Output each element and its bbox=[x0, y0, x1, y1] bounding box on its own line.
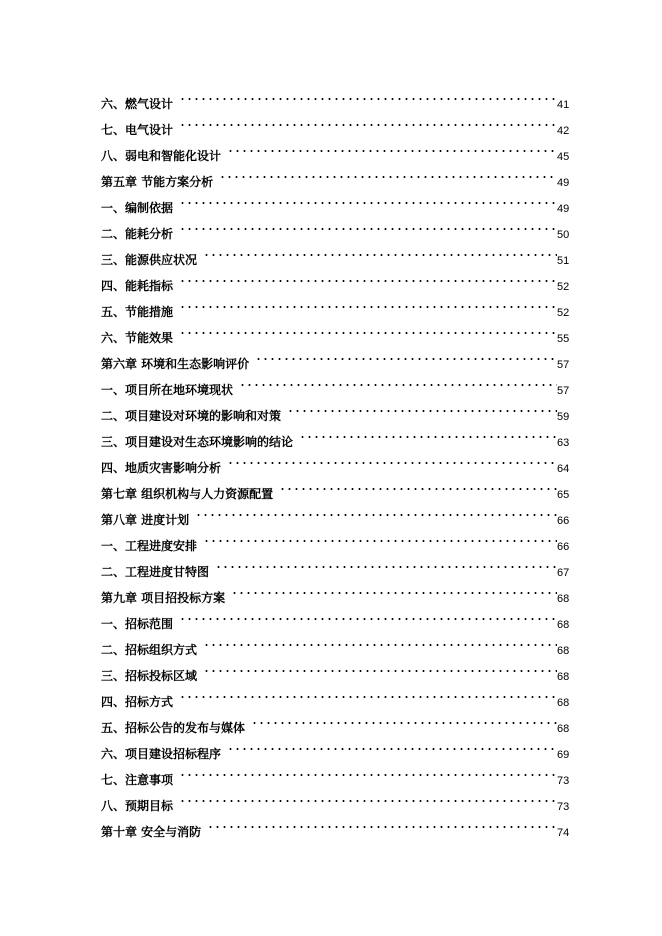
toc-entry-title: 第六章 环境和生态影响评价 bbox=[101, 357, 250, 371]
toc-entry-page: 73 bbox=[557, 801, 570, 813]
toc-entry-title: 第八章 进度计划 bbox=[101, 513, 190, 527]
toc-entry-page: 69 bbox=[557, 749, 570, 761]
toc-dot-leader bbox=[215, 550, 557, 576]
toc-dot-leader bbox=[195, 498, 557, 524]
toc-entry-title: 六、项目建设招标程序 bbox=[101, 747, 222, 761]
toc-entry-title: 八、弱电和智能化设计 bbox=[101, 149, 222, 163]
toc-entry-page: 52 bbox=[557, 281, 570, 293]
toc-entry-title: 五、招标公告的发布与媒体 bbox=[101, 721, 246, 735]
toc-entry-title: 一、招标范围 bbox=[101, 617, 174, 631]
toc-dot-leader bbox=[179, 290, 557, 316]
toc-dot-leader bbox=[299, 420, 557, 446]
toc-entry[interactable] bbox=[101, 82, 579, 111]
toc-dot-leader bbox=[287, 394, 557, 420]
toc-entry-title: 四、地质灾害影响分析 bbox=[101, 461, 222, 475]
toc-dot-leader bbox=[179, 212, 557, 238]
toc-dot-leader bbox=[179, 108, 557, 134]
toc-dot-leader bbox=[179, 186, 557, 212]
toc-entry-page: 55 bbox=[557, 333, 570, 345]
toc-entry-page: 63 bbox=[557, 437, 570, 449]
toc-dot-leader bbox=[179, 264, 557, 290]
toc-dot-leader bbox=[203, 654, 557, 680]
toc-dot-leader bbox=[179, 82, 557, 108]
toc-entry-page: 50 bbox=[557, 229, 570, 241]
toc-dot-leader bbox=[231, 576, 557, 602]
toc-entry-page: 45 bbox=[557, 151, 570, 163]
toc-entry-title: 第九章 项目招投标方案 bbox=[101, 591, 226, 605]
toc-entry-page: 57 bbox=[557, 385, 570, 397]
toc-entry-page: 68 bbox=[557, 619, 570, 631]
toc-dot-leader bbox=[203, 628, 557, 654]
toc-dot-leader bbox=[227, 732, 557, 758]
toc-entry-title: 二、工程进度甘特图 bbox=[101, 565, 210, 579]
toc-entry-title: 一、项目所在地环境现状 bbox=[101, 383, 234, 397]
toc-entry-title: 二、项目建设对环境的影响和对策 bbox=[101, 409, 282, 423]
toc-dot-leader bbox=[251, 706, 557, 732]
toc-entry-title: 二、招标组织方式 bbox=[101, 643, 198, 657]
toc-entry-page: 68 bbox=[557, 593, 570, 605]
toc-dot-leader bbox=[255, 342, 557, 368]
toc-entry-title: 一、工程进度安排 bbox=[101, 539, 198, 553]
toc-dot-leader bbox=[219, 160, 557, 186]
table-of-contents bbox=[101, 82, 579, 839]
toc-entry-title: 三、能源供应状况 bbox=[101, 253, 198, 267]
toc-entry-page: 74 bbox=[557, 827, 570, 839]
toc-entry-page: 57 bbox=[557, 359, 570, 371]
toc-entry-page: 42 bbox=[557, 125, 570, 137]
toc-entry-page: 68 bbox=[557, 645, 570, 657]
toc-entry-title: 七、注意事项 bbox=[101, 773, 174, 787]
toc-dot-leader bbox=[179, 316, 557, 342]
toc-dot-leader bbox=[279, 472, 557, 498]
toc-entry-page: 59 bbox=[557, 411, 570, 423]
toc-entry-title: 八、预期目标 bbox=[101, 799, 174, 813]
toc-entry-page: 64 bbox=[557, 463, 570, 475]
toc-entry-title: 六、燃气设计 bbox=[101, 97, 174, 111]
toc-entry-title: 第七章 组织机构与人力资源配置 bbox=[101, 487, 274, 501]
toc-dot-leader bbox=[227, 134, 557, 160]
toc-entry-title: 一、编制依据 bbox=[101, 201, 174, 215]
toc-dot-leader bbox=[207, 810, 557, 836]
toc-dot-leader bbox=[203, 524, 557, 550]
toc-entry-title: 三、项目建设对生态环境影响的结论 bbox=[101, 435, 294, 449]
toc-entry-page: 68 bbox=[557, 697, 570, 709]
toc-entry-page: 67 bbox=[557, 567, 570, 579]
toc-dot-leader bbox=[227, 446, 557, 472]
toc-dot-leader bbox=[179, 758, 557, 784]
toc-entry-page: 41 bbox=[557, 99, 570, 111]
toc-entry-title: 第十章 安全与消防 bbox=[101, 825, 202, 839]
toc-entry-title: 三、招标投标区域 bbox=[101, 669, 198, 683]
toc-entry-title: 五、节能措施 bbox=[101, 305, 174, 319]
toc-entry-page: 68 bbox=[557, 723, 570, 735]
toc-entry-page: 73 bbox=[557, 775, 570, 787]
toc-entry-page: 68 bbox=[557, 671, 570, 683]
toc-entry-title: 四、能耗指标 bbox=[101, 279, 174, 293]
toc-entry-page: 49 bbox=[557, 177, 570, 189]
toc-dot-leader bbox=[179, 784, 557, 810]
toc-dot-leader bbox=[203, 238, 557, 264]
toc-dot-leader bbox=[179, 602, 557, 628]
toc-entry-page: 51 bbox=[557, 255, 570, 267]
toc-entry-page: 52 bbox=[557, 307, 570, 319]
toc-entry-page: 66 bbox=[557, 515, 570, 527]
toc-entry-title: 六、节能效果 bbox=[101, 331, 174, 345]
toc-entry-page: 66 bbox=[557, 541, 570, 553]
toc-entry-page: 49 bbox=[557, 203, 570, 215]
toc-entry-title: 第五章 节能方案分析 bbox=[101, 175, 214, 189]
toc-entry-title: 七、电气设计 bbox=[101, 123, 174, 137]
toc-entry-title: 二、能耗分析 bbox=[101, 227, 174, 241]
toc-dot-leader bbox=[179, 680, 557, 706]
toc-dot-leader bbox=[239, 368, 557, 394]
toc-entry-page: 65 bbox=[557, 489, 570, 501]
toc-entry-title: 四、招标方式 bbox=[101, 695, 174, 709]
